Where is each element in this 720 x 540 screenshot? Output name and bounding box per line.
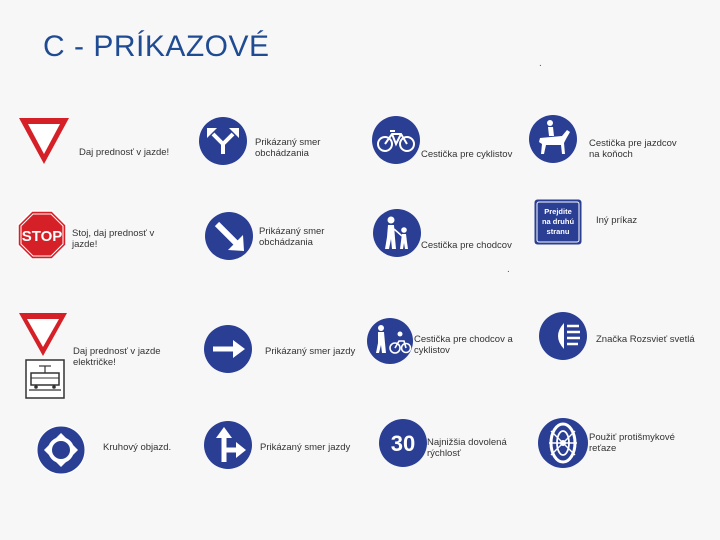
min-speed-label: Najnižšia dovolená rýchlosť bbox=[427, 437, 507, 459]
mandatory-bypass-2-label: Prikázaný smer obchádzania bbox=[259, 226, 325, 248]
svg-text:Prejdite: Prejdite bbox=[544, 207, 572, 216]
mandatory-direction-2-label: Prikázaný smer jazdy bbox=[260, 442, 351, 453]
arrow-right-icon bbox=[203, 324, 253, 374]
svg-text:na druhú: na druhú bbox=[541, 217, 575, 226]
stop-label: Stoj, daj prednosť v jazde! bbox=[72, 228, 155, 250]
pedestrian-cyclist-icon bbox=[366, 317, 414, 365]
lights-on-label: Značka Rozsvieť svetlá bbox=[596, 334, 695, 345]
bicycle-icon bbox=[371, 115, 421, 165]
keep-left-down-icon bbox=[204, 211, 254, 261]
stray-dot: . bbox=[507, 264, 510, 275]
roundabout-label: Kruhový objazd. bbox=[103, 442, 172, 453]
cycle-path-label: Cestička pre cyklistov bbox=[421, 149, 513, 160]
pedestrian-path-label: Cestička pre chodcov bbox=[421, 240, 512, 251]
mandatory-bypass-1-label: Prikázaný smer obchádzania bbox=[255, 137, 321, 159]
svg-text:STOP: STOP bbox=[21, 228, 63, 245]
yield-icon bbox=[17, 116, 71, 166]
headlights-icon bbox=[538, 311, 588, 361]
snow-chains-label: Použiť protišmykové reťaze bbox=[589, 432, 675, 454]
horse-rider-icon bbox=[528, 114, 578, 164]
other-order-label: Iný príkaz bbox=[596, 215, 638, 226]
min-speed-icon bbox=[378, 418, 428, 468]
roundabout-icon bbox=[36, 425, 86, 475]
min-speed-value: 30 bbox=[390, 431, 416, 456]
ped-cycle-path-label: Cestička pre chodcov a cyklistov bbox=[414, 334, 513, 356]
other-order-icon bbox=[534, 199, 582, 245]
mandatory-direction-1-label: Prikázaný smer jazdy bbox=[265, 346, 356, 357]
stop-icon bbox=[17, 210, 67, 260]
straight-or-right-icon bbox=[203, 420, 253, 470]
yield-label: Daj prednosť v jazde! bbox=[79, 147, 170, 158]
snow-chains-icon bbox=[537, 417, 589, 469]
stray-dot: . bbox=[539, 58, 542, 69]
horse-path-label: Cestička pre jazdcov na koňoch bbox=[589, 138, 677, 160]
page-title: C - PRÍKAZOVÉ bbox=[43, 30, 270, 63]
yield-tram-label: Daj prednosť v jazde električke! bbox=[73, 346, 161, 368]
yield-tram-icon bbox=[17, 311, 69, 401]
pedestrian-icon bbox=[372, 208, 422, 258]
svg-text:stranu: stranu bbox=[546, 227, 570, 236]
bypass-both-icon bbox=[198, 116, 248, 166]
